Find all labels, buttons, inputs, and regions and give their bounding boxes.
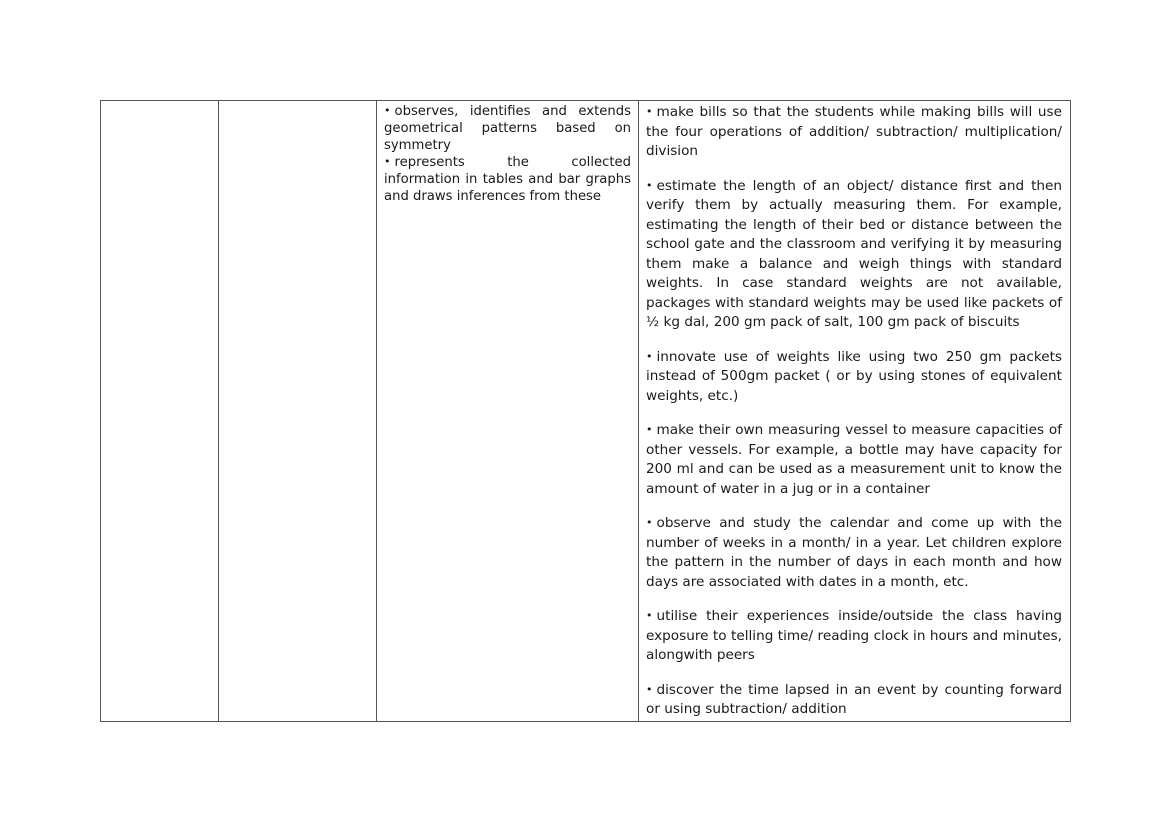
bullet-icon: • <box>646 105 653 118</box>
outcome-text: represents the collected information in tables and bar graphs and draws inferences from these <box>384 155 631 204</box>
pedagogy-text: make their own measuring vessel to measure capacities of other vessels. For example, a bottle may have capacity for 200 ml and can be used as a measurement unit to know the amount of water in a jug or in a container <box>646 422 1062 497</box>
outcome-text: observes, identifies and extends geometrical patterns based on symmetry <box>384 104 631 153</box>
list-item <box>646 513 1062 592</box>
bullet-icon: • <box>646 682 653 696</box>
bullet-icon: • <box>646 423 653 436</box>
pedagogy-cell <box>639 101 1071 722</box>
pedagogy-text: discover the time lapsed in an event by counting forward or using subtraction/ addition <box>646 681 1062 717</box>
pedagogy-list <box>639 101 1070 720</box>
bullet-icon: • <box>646 178 653 192</box>
list-item <box>384 103 631 154</box>
bullet-icon: • <box>384 104 391 117</box>
pedagogy-text: innovate use of weights like using two 250 gm packets instead of 500gm packet ( or by using stones of equivalent weights, etc.) <box>646 348 1062 404</box>
learning-outcomes-cell <box>377 101 639 722</box>
pedagogy-text: make bills so that the students while making bills will use the four operations of addition/ subtraction/ multiplication/ division <box>646 104 1062 159</box>
curriculum-table <box>100 100 1071 722</box>
bullet-icon: • <box>384 155 391 169</box>
pedagogy-text: observe and study the calendar and come up with the number of weeks in a month/ in a year. Let children explore the pattern in the number of days in each month and how days are associated with dates in a month, etc. <box>646 515 1062 590</box>
list-item <box>646 347 1062 407</box>
table-cell-col1 <box>101 101 219 722</box>
list-item <box>384 154 631 205</box>
pedagogy-text: estimate the length of an object/ distance first and then verify them by actually measuring them. For example, estimating the length of their bed or distance between the school gate and the classroom and verifying it by measuring them make a balance and weigh things with standard weights. In case standard weights are not available, packages with standard weights may be used like packets of ½ kg dal, 200 gm pack of salt, 100 gm pack of biscuits <box>646 177 1062 330</box>
table-cell-col2 <box>219 101 377 722</box>
list-item <box>646 420 1062 499</box>
learning-outcomes-list <box>377 101 638 206</box>
bullet-icon: • <box>646 516 653 529</box>
table-row <box>101 101 1071 722</box>
list-item <box>646 680 1062 720</box>
list-item <box>646 102 1062 162</box>
bullet-icon: • <box>646 609 653 622</box>
list-item <box>646 606 1062 666</box>
list-item <box>646 176 1062 333</box>
bullet-icon: • <box>646 349 653 363</box>
pedagogy-text: utilise their experiences inside/outside the class having exposure to telling time/ reading clock in hours and minutes, alongwith peers <box>646 608 1062 663</box>
